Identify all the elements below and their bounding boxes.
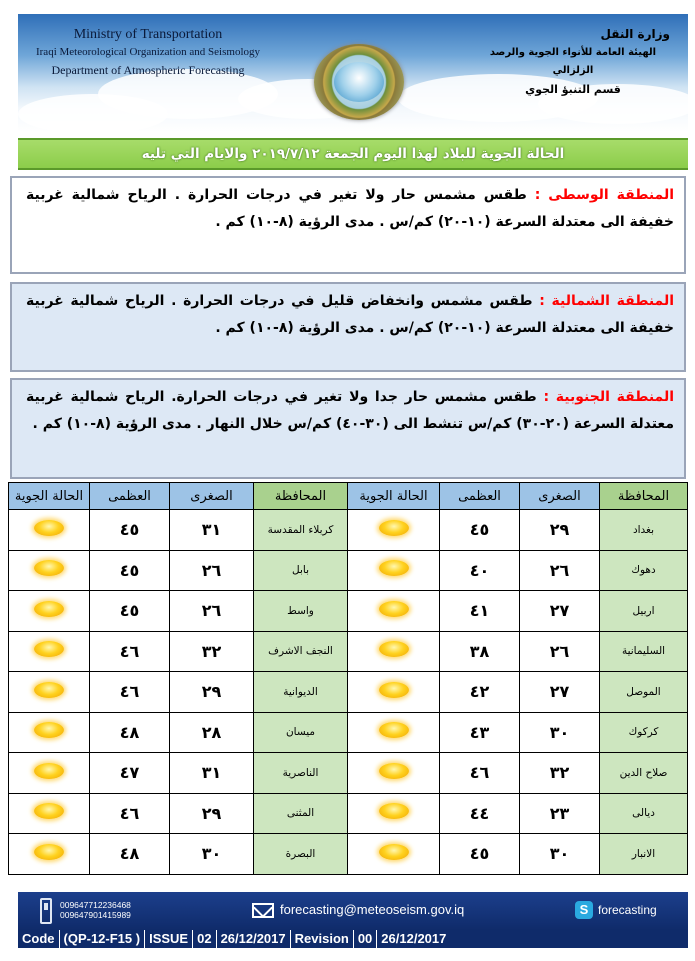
- sun-icon: [34, 601, 64, 617]
- region-central: [10, 176, 686, 274]
- region-name: المنطقة الوسطى :: [534, 187, 674, 203]
- skype-icon: S: [575, 901, 593, 919]
- header-max: العظمى: [90, 483, 170, 510]
- logo-emblem-icon: [334, 62, 384, 102]
- header-english: [28, 26, 268, 79]
- weather-cell: [9, 510, 90, 551]
- max-temp-cell: ٤٠: [440, 550, 520, 591]
- max-temp-cell: ٤٥: [90, 510, 170, 551]
- weather-cell: [348, 834, 440, 875]
- table-row: [9, 591, 688, 632]
- skype-handle[interactable]: forecasting: [598, 903, 657, 917]
- province-cell: البصرة: [254, 834, 348, 875]
- header-weather: الحالة الجوية: [9, 483, 90, 510]
- min-temp-cell: ٢٩: [170, 793, 254, 834]
- max-temp-cell: ٤٦: [90, 672, 170, 713]
- province-cell: بابل: [254, 550, 348, 591]
- table-header-row: [9, 483, 688, 510]
- phone-number: 009647901415989: [60, 910, 131, 920]
- table-row: [9, 672, 688, 713]
- weather-cell: [348, 712, 440, 753]
- max-temp-cell: ٤٦: [90, 631, 170, 672]
- weather-cell: [9, 753, 90, 794]
- province-cell: المثنى: [254, 793, 348, 834]
- email-link[interactable]: forecasting@meteoseism.gov.iq: [280, 902, 465, 917]
- organization-name-en: Iraqi Meteorological Organization and Seismology: [35, 46, 261, 58]
- header-max: العظمى: [440, 483, 520, 510]
- region-name: المنطقة الشمالية :: [539, 293, 675, 309]
- weather-cell: [348, 753, 440, 794]
- table-row: [9, 834, 688, 875]
- min-temp-cell: ٣٢: [520, 753, 600, 794]
- min-temp-cell: ٢٩: [170, 672, 254, 713]
- issue-date: 26/12/2017: [217, 930, 291, 948]
- sun-icon: [34, 682, 64, 698]
- province-cell: السليمانية: [600, 631, 688, 672]
- region-forecast-text: طقس مشمس حار جدا ولا تغير في درجات الحرارة. الرياح شمالية غربية معتدلة السرعة (٢٠-٣٠) كم/س تنشط الى (٣٠-٤٠) كم/س خلال النهار . مدى الرؤية (٨-١٠) كم .: [26, 389, 674, 432]
- province-cell: بغداد: [600, 510, 688, 551]
- header-province: المحافظة: [254, 483, 348, 510]
- min-temp-cell: ٢٦: [520, 631, 600, 672]
- province-cell: واسط: [254, 591, 348, 632]
- weather-cell: [348, 672, 440, 713]
- min-temp-cell: ٣٠: [520, 712, 600, 753]
- min-temp-cell: ٢٩: [520, 510, 600, 551]
- weather-cell: [9, 672, 90, 713]
- table-row: [9, 753, 688, 794]
- max-temp-cell: ٤٥: [90, 591, 170, 632]
- sun-icon: [379, 722, 409, 738]
- min-temp-cell: ٢٧: [520, 672, 600, 713]
- weather-cell: [9, 793, 90, 834]
- max-temp-cell: ٤٧: [90, 753, 170, 794]
- sun-icon: [379, 803, 409, 819]
- organization-logo: [314, 44, 404, 120]
- sun-icon: [379, 682, 409, 698]
- envelope-icon: [252, 903, 274, 918]
- min-temp-cell: ٣٠: [170, 834, 254, 875]
- department-name-en: Department of Atmospheric Forecasting: [51, 63, 245, 77]
- sun-icon: [379, 844, 409, 860]
- department-name-ar: قسم التنبؤ الجوي: [525, 83, 621, 96]
- header-min: الصغرى: [520, 483, 600, 510]
- province-cell: النجف الاشرف: [254, 631, 348, 672]
- max-temp-cell: ٤٥: [440, 510, 520, 551]
- page-header: [18, 14, 688, 132]
- region-forecast-text: طقس مشمس وانخفاض قليل في درجات الحرارة . الرياح شمالية غربية خفيفة الى معتدلة السرعة (١٠-٢٠) كم/س . مدى الرؤية (٨-١٠) كم .: [26, 293, 674, 336]
- sun-icon: [34, 520, 64, 536]
- region-south: [10, 378, 686, 479]
- weather-cell: [9, 550, 90, 591]
- contact-footer: [18, 892, 688, 930]
- ministry-name-en: Ministry of Transportation: [73, 27, 223, 42]
- region-name: المنطقة الجنوبية :: [543, 389, 675, 405]
- weather-cell: [348, 510, 440, 551]
- weather-cell: [348, 631, 440, 672]
- weather-cell: [9, 834, 90, 875]
- mobile-phone-icon: [40, 898, 52, 924]
- phone-numbers: [60, 900, 131, 920]
- sun-icon: [379, 520, 409, 536]
- province-cell: ميسان: [254, 712, 348, 753]
- max-temp-cell: ٤٦: [440, 753, 520, 794]
- header-min: الصغرى: [170, 483, 254, 510]
- min-temp-cell: ٢٦: [170, 550, 254, 591]
- max-temp-cell: ٤٨: [90, 712, 170, 753]
- region-north: [10, 282, 686, 372]
- min-temp-cell: ٣٢: [170, 631, 254, 672]
- max-temp-cell: ٤٤: [440, 793, 520, 834]
- sun-icon: [379, 641, 409, 657]
- max-temp-cell: ٤١: [440, 591, 520, 632]
- max-temp-cell: ٤٨: [90, 834, 170, 875]
- organization-name-ar: الهيئة العامة للأنواء الجوية والرصد الزلزالي: [489, 47, 657, 76]
- max-temp-cell: ٤٣: [440, 712, 520, 753]
- sun-icon: [379, 560, 409, 576]
- max-temp-cell: ٣٨: [440, 631, 520, 672]
- min-temp-cell: ٢٣: [520, 793, 600, 834]
- document-code-bar: [18, 930, 688, 948]
- issue-label: ISSUE: [145, 930, 193, 948]
- weather-cell: [348, 793, 440, 834]
- code-value: (QP-12-F15 ): [60, 930, 146, 948]
- max-temp-cell: ٤٦: [90, 793, 170, 834]
- header-arabic: [468, 24, 678, 100]
- province-cell: اربيل: [600, 591, 688, 632]
- province-cell: الموصل: [600, 672, 688, 713]
- province-cell: صلاح الدين: [600, 753, 688, 794]
- province-cell: دهوك: [600, 550, 688, 591]
- header-province: المحافظة: [600, 483, 688, 510]
- table-row: [9, 631, 688, 672]
- code-label: Code: [18, 930, 60, 948]
- weather-cell: [9, 631, 90, 672]
- sun-icon: [34, 803, 64, 819]
- weather-cell: [9, 712, 90, 753]
- province-cell: الناصرية: [254, 753, 348, 794]
- issue-number: 02: [193, 930, 216, 948]
- province-cell: الانبار: [600, 834, 688, 875]
- header-weather: الحالة الجوية: [348, 483, 440, 510]
- province-cell: كركوك: [600, 712, 688, 753]
- region-forecast-text: طقس مشمس حار ولا تغير في درجات الحرارة . الرياح شمالية غربية خفيفة الى معتدلة السرعة (١٠-٢٠) كم/س . مدى الرؤية (٨-١٠) كم .: [26, 187, 674, 230]
- sun-icon: [379, 601, 409, 617]
- weather-cell: [348, 591, 440, 632]
- max-temp-cell: ٤٥: [440, 834, 520, 875]
- phone-number: 009647712236468: [60, 900, 131, 910]
- max-temp-cell: ٤٢: [440, 672, 520, 713]
- sun-icon: [34, 722, 64, 738]
- province-cell: ديالى: [600, 793, 688, 834]
- min-temp-cell: ٢٦: [170, 591, 254, 632]
- sun-icon: [34, 844, 64, 860]
- weather-cell: [9, 591, 90, 632]
- table-row: [9, 793, 688, 834]
- cloud-decoration: [18, 94, 168, 132]
- weather-cell: [348, 550, 440, 591]
- min-temp-cell: ٢٧: [520, 591, 600, 632]
- table-row: [9, 712, 688, 753]
- ministry-name-ar: وزارة النقل: [600, 27, 670, 41]
- sun-icon: [34, 641, 64, 657]
- table-row: [9, 550, 688, 591]
- province-temperature-table: [8, 482, 688, 875]
- revision-label: Revision: [291, 930, 354, 948]
- sun-icon: [379, 763, 409, 779]
- revision-number: 00: [354, 930, 377, 948]
- min-temp-cell: ٣١: [170, 753, 254, 794]
- report-title: الحالة الجوية للبلاد لهذا اليوم الجمعة ٢٠١٩/٧/١٢ والايام التي تليه: [18, 138, 688, 170]
- province-cell: كربلاء المقدسة: [254, 510, 348, 551]
- max-temp-cell: ٤٥: [90, 550, 170, 591]
- province-cell: الديوانية: [254, 672, 348, 713]
- revision-date: 26/12/2017: [381, 931, 447, 946]
- min-temp-cell: ٣٠: [520, 834, 600, 875]
- min-temp-cell: ٣١: [170, 510, 254, 551]
- sun-icon: [34, 560, 64, 576]
- min-temp-cell: ٢٦: [520, 550, 600, 591]
- min-temp-cell: ٢٨: [170, 712, 254, 753]
- table-row: [9, 510, 688, 551]
- sun-icon: [34, 763, 64, 779]
